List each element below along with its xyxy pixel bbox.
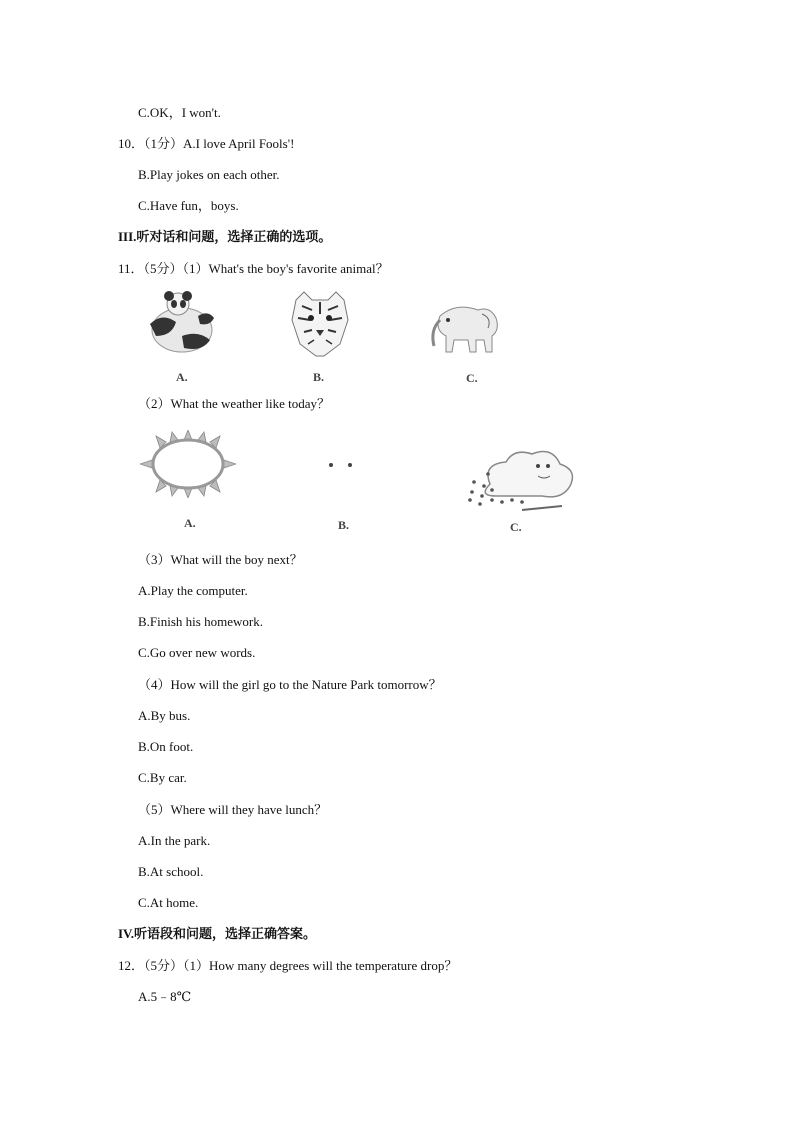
sun-icon: [140, 430, 236, 498]
q11-sub3: （3）What will the boy next？: [138, 552, 303, 567]
q11-sub5-option-b: B.At school.: [138, 864, 204, 879]
animal-caption-c: C.: [466, 371, 478, 385]
q11-sub2: （2）What the weather like today？: [138, 396, 331, 411]
q12-option-a: A.5﹣8℃: [138, 989, 192, 1004]
animal-caption-a: A.: [176, 370, 188, 384]
q11-sub5-option-a: A.In the park.: [138, 833, 211, 848]
q10-header: 10．（1分）A.I love April Fools'!: [118, 136, 295, 151]
q10-option-c: C.Have fun，boys.: [138, 198, 239, 213]
q11-sub4: （4）How will the girl go to the Nature Park tomorrow？: [138, 677, 442, 692]
q11-sub5: （5）Where will they have lunch？: [138, 802, 328, 817]
q11-sub4-option-b: B.On foot.: [138, 739, 194, 754]
elephant-icon: [426, 296, 504, 358]
weather-caption-b: B.: [338, 518, 350, 532]
section-iv-heading: IV.听语段和问题，选择正确答案。: [118, 926, 317, 941]
q11-sub4-option-a: A.By bus.: [138, 708, 191, 723]
animal-caption-b: B.: [313, 370, 325, 384]
q11-sub5-option-c: C.At home.: [138, 895, 199, 910]
q12-header: 12．（5分）（1）How many degrees will the temperature drop？: [118, 958, 458, 973]
q9-option-c: C.OK，I won't.: [138, 105, 221, 120]
q11-sub3-option-c: C.Go over new words.: [138, 645, 256, 660]
section-iii-heading: III.听对话和问题，选择正确的选项。: [118, 229, 332, 244]
weather-caption-c: C.: [510, 520, 522, 534]
wind-icon: [326, 458, 356, 472]
q11-sub4-option-c: C.By car.: [138, 770, 187, 785]
rain-cloud-icon: [462, 444, 578, 520]
q10-option-b: B.Play jokes on each other.: [138, 167, 280, 182]
tiger-icon: [284, 290, 356, 358]
q11-sub3-option-a: A.Play the computer.: [138, 583, 248, 598]
q11-sub3-option-b: B.Finish his homework.: [138, 614, 263, 629]
q11-header: 11．（5分）（1）What's the boy's favorite animal？: [118, 261, 389, 276]
weather-caption-a: A.: [184, 516, 196, 530]
panda-icon: [142, 290, 222, 356]
